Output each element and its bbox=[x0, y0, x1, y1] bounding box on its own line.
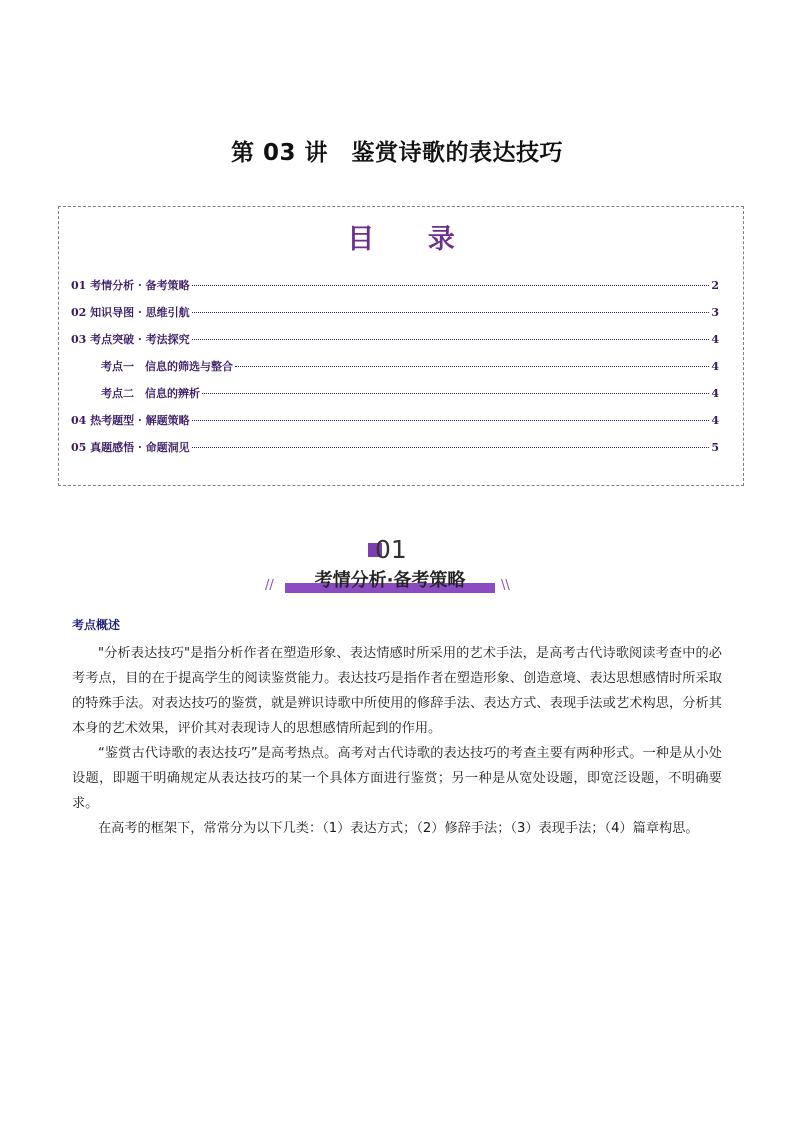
toc-entry-label: 01 考情分析 · 备考策略 bbox=[71, 279, 190, 292]
section-content bbox=[72, 616, 722, 841]
table-of-contents bbox=[58, 206, 744, 486]
content-subheading: 考点概述 bbox=[72, 618, 121, 632]
paragraph: "分析表达技巧"是指分析作者在塑造形象、表达情感时所采用的艺术手法，是高考古代诗歌阅读考查中的必考考点，目的在于提高学生的阅读鉴赏能力。表达技巧是指作者在塑造形象、创造意境、表达思想感情时所采取的特殊手法。对表达技巧的鉴赏，就是辨识诗歌中所使用的修辞手法、表达方式、表现手法或艺术构思，分析其本身的艺术效果，评价其对表现诗人的思想感情所起到的作用。 bbox=[72, 646, 722, 736]
toc-entry[interactable] bbox=[71, 331, 719, 358]
toc-entry[interactable] bbox=[71, 304, 719, 331]
toc-dot-leader bbox=[202, 393, 709, 394]
toc-heading: 目 录 bbox=[347, 224, 477, 255]
section-title: 考情分析·备考策略 bbox=[314, 570, 466, 591]
slash-decoration-left: // bbox=[265, 578, 274, 593]
toc-list bbox=[71, 277, 719, 466]
toc-entry-label: 03 考点突破 · 考法探究 bbox=[71, 333, 190, 346]
toc-entry-page: 3 bbox=[711, 306, 719, 319]
toc-entry[interactable] bbox=[71, 439, 719, 466]
toc-entry-label: 考点二 信息的辨析 bbox=[101, 387, 200, 400]
page-title: 第 03 讲 鉴赏诗歌的表达技巧 bbox=[230, 140, 564, 166]
toc-entry[interactable] bbox=[71, 412, 719, 439]
section-banner bbox=[265, 535, 525, 605]
toc-entry-label: 04 热考题型 · 解题策略 bbox=[71, 414, 190, 427]
toc-dot-leader bbox=[192, 312, 710, 313]
toc-entry-page: 4 bbox=[711, 333, 719, 346]
section-number: 01 bbox=[375, 535, 407, 564]
toc-entry[interactable] bbox=[71, 385, 719, 412]
toc-entry[interactable] bbox=[71, 358, 719, 385]
slash-decoration-right: \\ bbox=[501, 578, 510, 593]
toc-entry-page: 4 bbox=[711, 360, 719, 373]
toc-entry-page: 4 bbox=[711, 414, 719, 427]
toc-dot-leader bbox=[192, 339, 710, 340]
toc-entry[interactable] bbox=[71, 277, 719, 304]
toc-entry-page: 2 bbox=[711, 279, 719, 292]
paragraph: 在高考的框架下，常常分为以下几类：（1）表达方式；（2）修辞手法；（3）表现手法；（4）篇章构思。 bbox=[98, 821, 699, 836]
toc-entry-label: 02 知识导图 · 思维引航 bbox=[71, 306, 190, 319]
toc-dot-leader bbox=[235, 366, 709, 367]
toc-dot-leader bbox=[192, 420, 710, 421]
toc-entry-label: 05 真题感悟 · 命题洞见 bbox=[71, 441, 190, 454]
toc-dot-leader bbox=[192, 285, 710, 286]
toc-entry-page: 4 bbox=[711, 387, 719, 400]
toc-entry-page: 5 bbox=[711, 441, 719, 454]
toc-entry-label: 考点一 信息的筛选与整合 bbox=[101, 360, 233, 373]
paragraph: “鉴赏古代诗歌的表达技巧”是高考热点。高考对古代诗歌的表达技巧的考查主要有两种形式。一种是从小处设题，即题干明确规定从表达技巧的某一个具体方面进行鉴赏；另一种是从宽处设题，即宽泛设题，不明确要求。 bbox=[72, 746, 722, 811]
toc-dot-leader bbox=[192, 447, 710, 448]
